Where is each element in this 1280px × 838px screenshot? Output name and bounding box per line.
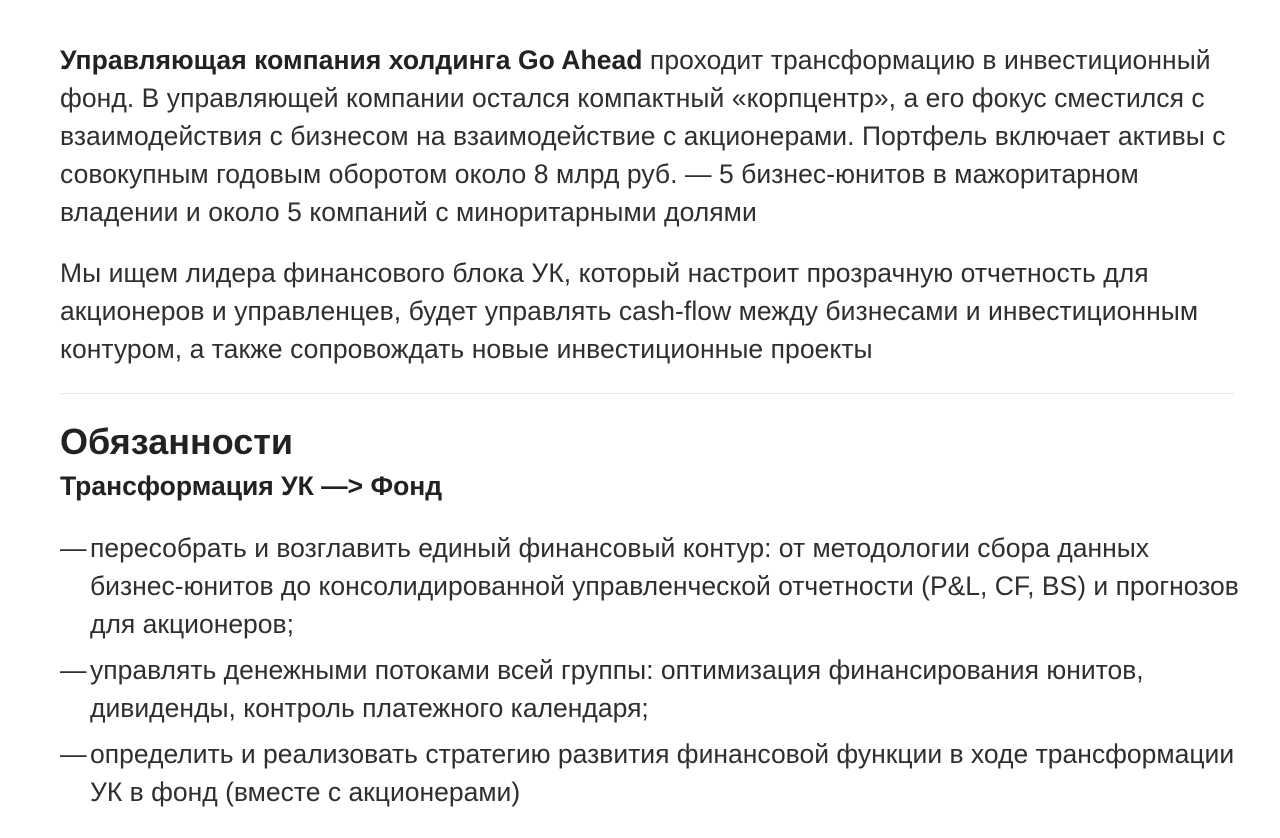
list-item (60, 735, 1240, 811)
dash-marker: — (60, 655, 87, 685)
search-paragraph: Мы ищем лидера финансового блока УК, который настроит прозрачную отчетность для акционеров и управленцев, будет управлять cash-flow между бизнесами и инвестиционным контуром, а также сопровождать новые инвестиционные проекты (60, 258, 1199, 364)
company-name: Управляющая компания холдинга Go Ahead (60, 45, 643, 75)
dash-marker: — (60, 739, 87, 769)
list-item-text: определить и реализовать стратегию развития финансовой функции в ходе трансформации УК в фонд (вместе с акционерами) (90, 739, 1235, 807)
section-divider (60, 393, 1234, 394)
intro-text: проходит трансформацию в инвестиционный фонд. В управляющей компании остался компактный «корпцентр», а его фокус сместился с взаимодействия с бизнесом на взаимодействие с акционерами. Портфель включает активы с совокупным годовым оборотом около 8 млрд руб. — 5 бизнес-юнитов в мажоритарном владении и около 5 компаний с миноритарными долями (60, 45, 1226, 227)
list-item (60, 651, 1240, 727)
list-item (60, 529, 1240, 643)
responsibilities-list (60, 529, 1240, 811)
responsibilities-subtitle: Трансформация УК —> Фонд (60, 471, 443, 501)
responsibilities-title: Обязанности (60, 421, 293, 462)
list-item-text: пересобрать и возглавить единый финансовый контур: от методологии сбора данных бизнес-юнитов до консолидированной управленческой отчетности (P&L, CF, BS) и прогнозов для акционеров; (90, 533, 1239, 639)
vacancy-description (60, 41, 1240, 811)
dash-marker: — (60, 533, 87, 563)
list-item-text: управлять денежными потоками всей группы: оптимизация финансирования юнитов, дивиденды, контроль платежного календаря; (90, 655, 1144, 723)
intro-paragraph (60, 41, 1240, 231)
